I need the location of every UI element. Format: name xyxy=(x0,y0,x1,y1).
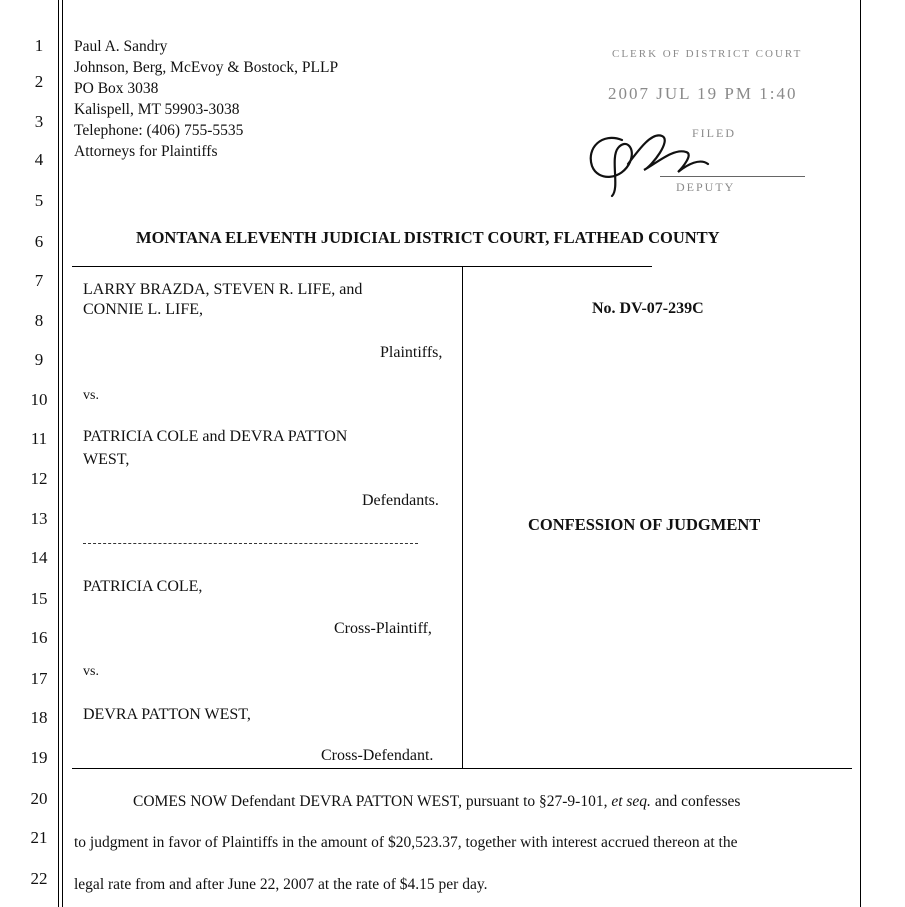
defendants-label: Defendants. xyxy=(362,492,439,509)
line-number: 1 xyxy=(34,36,44,55)
line-number: 20 xyxy=(30,789,48,808)
body-text: and confesses xyxy=(654,793,741,810)
caption-bottom-rule xyxy=(72,768,852,769)
stamp-filed-text: FILED xyxy=(692,126,736,140)
case-number: No. DV-07-239C xyxy=(592,300,704,317)
line-number: 8 xyxy=(34,311,44,330)
right-margin-rule xyxy=(860,0,861,907)
stamp-clerk-text: CLERK OF DISTRICT COURT xyxy=(612,48,803,60)
court-title: MONTANA ELEVENTH JUDICIAL DISTRICT COURT, FLATHEAD COUNTY xyxy=(136,228,720,247)
versus-label: vs. xyxy=(83,388,99,403)
body-line-22: legal rate from and after June 22, 2007 at the rate of $4.15 per day. xyxy=(74,876,488,893)
line-number: 4 xyxy=(34,150,44,169)
line-number: 17 xyxy=(30,669,48,688)
left-margin-rule-inner xyxy=(62,0,63,907)
plaintiffs-names-line2: CONNIE L. LIFE, xyxy=(83,301,203,318)
plaintiffs-label: Plaintiffs, xyxy=(380,344,443,361)
line-number: 14 xyxy=(30,548,48,567)
cross-defendant-label: Cross-Defendant. xyxy=(321,747,434,764)
caption-top-rule xyxy=(72,266,652,267)
attorney-line: Johnson, Berg, McEvoy & Bostock, PLLP xyxy=(74,59,339,76)
line-number: 5 xyxy=(34,191,44,210)
attorney-line: Attorneys for Plaintiffs xyxy=(74,143,218,160)
line-number: 19 xyxy=(30,748,48,767)
line-number: 22 xyxy=(30,869,48,888)
line-number: 11 xyxy=(30,429,48,448)
attorney-line: Telephone: (406) 755-5535 xyxy=(74,122,244,139)
line-number: 12 xyxy=(30,469,48,488)
defendants-names-line2: WEST, xyxy=(83,451,130,468)
line-number: 10 xyxy=(30,390,48,409)
document-title: CONFESSION OF JUDGMENT xyxy=(528,515,761,534)
plaintiffs-names-line1: LARRY BRAZDA, STEVEN R. LIFE, and xyxy=(83,281,363,298)
clerk-signature xyxy=(582,118,712,198)
line-number: 18 xyxy=(30,708,48,727)
et-seq-citation: et seq. xyxy=(611,793,651,810)
attorney-line: Kalispell, MT 59903-3038 xyxy=(74,101,240,118)
line-number: 9 xyxy=(34,350,44,369)
versus-label: vs. xyxy=(83,664,99,679)
line-number: 15 xyxy=(30,589,48,608)
cross-plaintiff-name: PATRICIA COLE, xyxy=(83,578,203,595)
line-number: 7 xyxy=(34,271,44,290)
attorney-line: PO Box 3038 xyxy=(74,80,159,97)
line-number: 21 xyxy=(30,828,48,847)
stamp-date-text: 2007 JUL 19 PM 1:40 xyxy=(608,84,798,103)
body-line-20 xyxy=(133,793,740,811)
defendants-names-line1: PATRICIA COLE and DEVRA PATTON xyxy=(83,428,348,445)
caption-divider xyxy=(462,266,463,769)
left-margin-rule-outer xyxy=(58,0,59,907)
stamp-deputy-text: DEPUTY xyxy=(676,180,736,194)
line-number: 13 xyxy=(30,509,48,528)
caption-dashed-separator xyxy=(83,543,418,544)
attorney-line: Paul A. Sandry xyxy=(74,38,168,55)
body-line-21: to judgment in favor of Plaintiffs in the amount of $20,523.37, together with interest accrued thereon at the xyxy=(74,834,738,851)
cross-defendant-name: DEVRA PATTON WEST, xyxy=(83,706,251,723)
body-text: COMES NOW Defendant DEVRA PATTON WEST, pursuant to §27-9-101, xyxy=(133,793,608,810)
line-number: 2 xyxy=(34,72,44,91)
line-number: 6 xyxy=(34,232,44,251)
line-number: 16 xyxy=(30,628,48,647)
line-number: 3 xyxy=(34,112,44,131)
cross-plaintiff-label: Cross-Plaintiff, xyxy=(334,620,432,637)
